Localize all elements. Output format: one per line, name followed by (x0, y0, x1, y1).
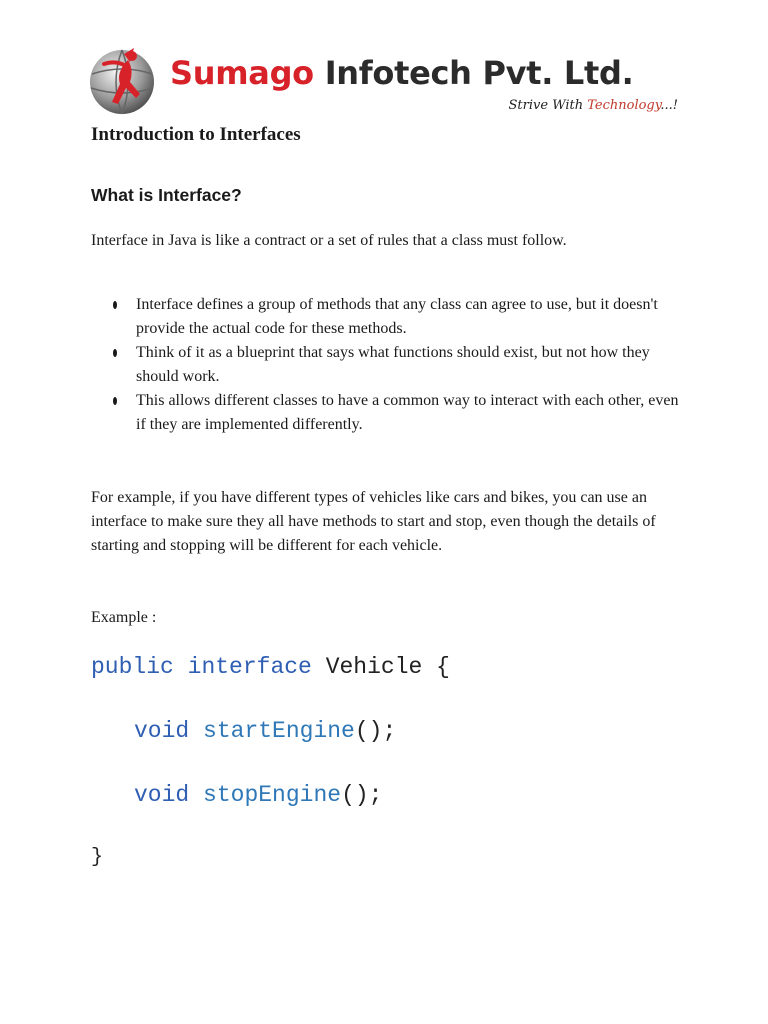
code-keyword: void (134, 718, 190, 744)
company-name-dark: Infotech Pvt. Ltd. (313, 54, 634, 92)
code-text: Vehicle { (325, 654, 450, 680)
tagline-accent: Technology (587, 98, 661, 113)
bullet-icon (113, 349, 117, 357)
bullet-icon (113, 301, 117, 309)
list-item (91, 389, 691, 437)
bullet-text: Interface defines a group of methods that any class can agree to use, but it doesn't provide the actual code for these methods. (136, 296, 658, 337)
bullet-text: This allows different classes to have a common way to interact with each other, even if they are implemented differently. (136, 392, 679, 433)
page-header (86, 40, 706, 124)
intro-paragraph: Interface in Java is like a contract or a set of rules that a class must follow. (91, 232, 567, 249)
code-method-name: stopEngine (203, 782, 342, 808)
company-name (170, 54, 633, 92)
code-line-2 (134, 718, 396, 744)
code-method-name: startEngine (203, 718, 355, 744)
page-title: Introduction to Interfaces (91, 124, 301, 145)
code-text: (); (354, 718, 397, 744)
code-line-4: } (91, 846, 104, 869)
list-item (91, 341, 691, 389)
tagline-start: Strive With (508, 98, 588, 113)
list-item (91, 293, 691, 341)
bullet-text: Think of it as a blueprint that says what functions should exist, but not how they should work. (136, 344, 650, 385)
example-label: Example : (91, 609, 157, 626)
code-text: (); (341, 782, 383, 808)
company-tagline (509, 98, 678, 113)
code-keyword: void (134, 782, 190, 808)
code-line-1 (91, 654, 450, 680)
company-name-red: Sumago (170, 54, 314, 92)
company-logo-globe-icon (86, 44, 158, 116)
bullet-icon (113, 397, 117, 405)
code-keyword: interface (187, 654, 312, 680)
tagline-end: ...! (660, 98, 678, 113)
section-heading: What is Interface? (91, 185, 242, 205)
code-keyword: public (91, 654, 174, 680)
example-paragraph: For example, if you have different types of vehicles like cars and bikes, you can use an interface to make sure they all have methods to start and stop, even though the details of starting and stopping will be different for each vehicle. (91, 489, 656, 554)
bullet-list (91, 293, 691, 437)
code-line-3 (134, 782, 382, 808)
